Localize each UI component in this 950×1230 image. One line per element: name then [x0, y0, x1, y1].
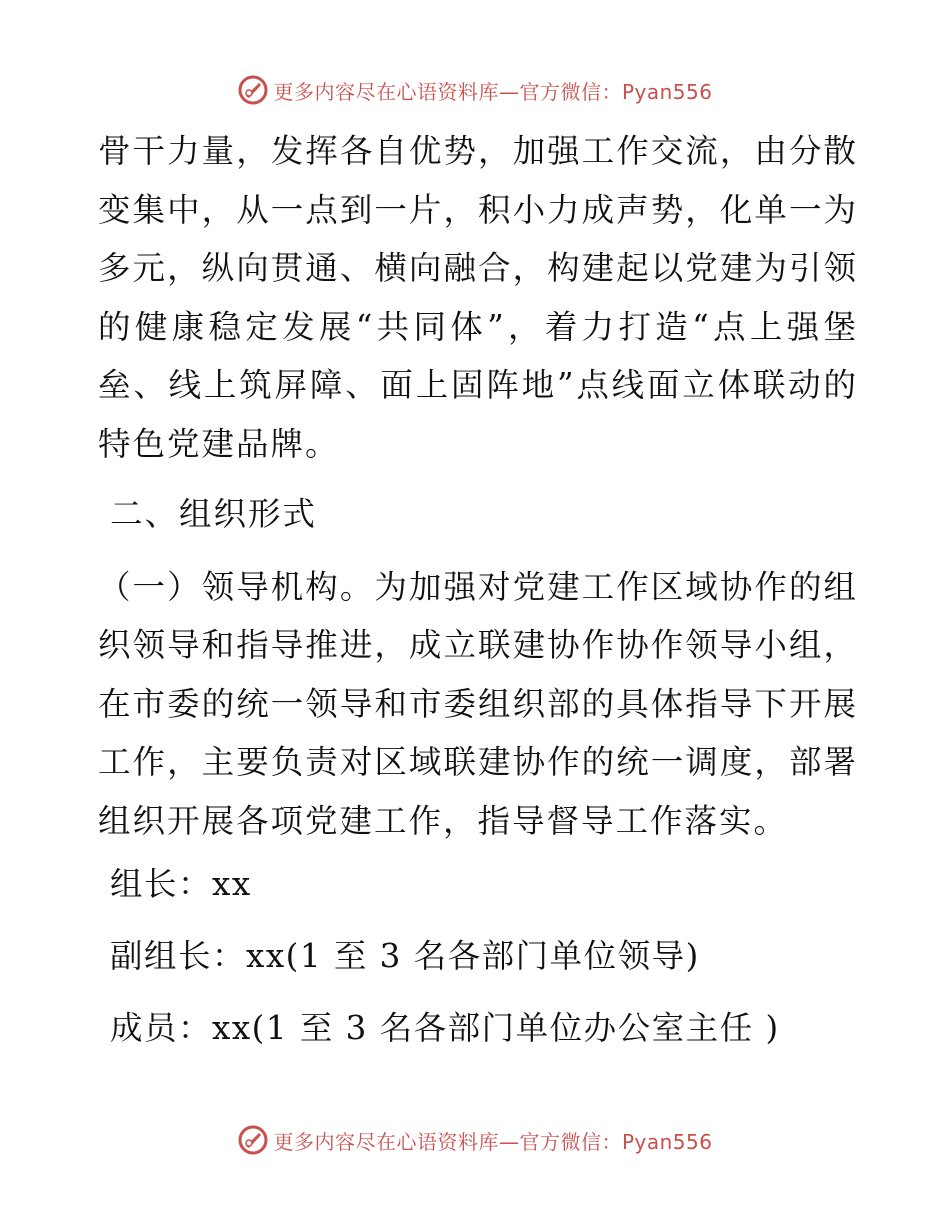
section-heading-organization: 二、组织形式 — [110, 495, 318, 533]
banner-separator: — — [498, 79, 520, 104]
member-staff: 成员：xx(1 至 3 名各部门单位办公室主任 ) — [110, 1009, 780, 1047]
banner-text — [273, 76, 712, 105]
banner-text — [273, 1126, 712, 1155]
member-deputy: 副组长：xx(1 至 3 名各部门单位领导) — [110, 937, 700, 975]
footer-banner — [0, 1120, 950, 1160]
paragraph-leadership: （一）领导机构。为加强对党建工作区域协作的组织领导和指导推进，成立联建协作协作领导小组，在市委的统一领导和市委组织部的具体指导下开展工作，主要负责对区域联建协作的统一调度，部署组织开展各项党建工作，指导督导工作落实。 — [98, 567, 858, 840]
banner-main-text: 更多内容尽在心语资料库 — [273, 79, 499, 104]
member-leader: 组长：xx — [110, 865, 252, 903]
document-body — [98, 122, 858, 1080]
paragraph-intro: 骨干力量，发挥各自优势，加强工作交流，由分散变集中，从一点到一片，积小力成声势，化单一为多元，纵向贯通、横向融合，构建起以党建为引领的健康稳定发展“共同体”，着力打造“点上强堡垒、线上筑屏障、面上固阵地”点线面立体联动的特色党建品牌。 — [98, 132, 858, 463]
quill-logo-icon — [237, 1124, 269, 1156]
quill-logo-icon — [237, 74, 269, 106]
header-banner — [0, 70, 950, 110]
banner-main-text: 更多内容尽在心语资料库 — [273, 1129, 499, 1154]
banner-wechat-text: 官方微信：Pyan556 — [519, 1129, 713, 1154]
banner-separator: — — [498, 1129, 520, 1154]
banner-wechat-text: 官方微信：Pyan556 — [519, 79, 713, 104]
